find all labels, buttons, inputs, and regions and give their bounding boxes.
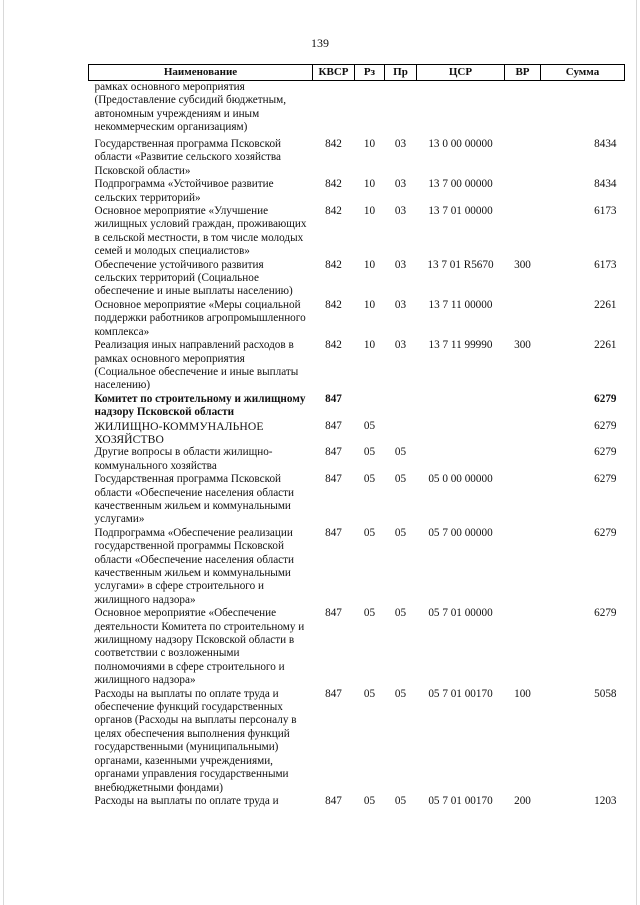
row-sum: 1203 <box>594 794 617 807</box>
row-vr <box>505 420 541 447</box>
row-pr: 03 <box>394 258 407 271</box>
row-sum <box>541 81 625 139</box>
row-kvsr: 847 <box>325 526 342 539</box>
row-name: Основное мероприятие «Меры социальной поддержки работников агропромышленного комплекса» <box>94 298 306 338</box>
row-pr <box>385 393 417 420</box>
row-vr <box>505 178 541 205</box>
table-row <box>89 138 625 178</box>
row-rz <box>355 393 385 420</box>
row-name: Основное мероприятие «Обеспечение деятельности Комитета по строительному и жилищному надзору Псковской области в соответствии с возложенными полномочиями в сфере строительного и жилищного надзора» <box>94 607 305 687</box>
row-vr: 100 <box>514 687 531 700</box>
row-name: ЖИЛИЩНО-КОММУНАЛЬНОЕ ХОЗЯЙСТВО <box>94 419 264 446</box>
row-csr <box>417 81 505 139</box>
row-csr: 13 0 00 00000 <box>428 138 493 150</box>
row-csr <box>417 393 505 420</box>
row-pr: 03 <box>394 298 407 311</box>
table-header-row <box>89 65 625 81</box>
row-sum: 6173 <box>594 205 617 218</box>
row-kvsr: 842 <box>325 205 342 218</box>
right-scan-edge <box>636 0 637 905</box>
row-pr <box>385 81 417 139</box>
row-sum: 5058 <box>594 687 617 700</box>
row-sum: 2261 <box>594 339 617 352</box>
table-row <box>89 607 625 687</box>
row-vr <box>505 393 541 420</box>
row-kvsr: 847 <box>325 419 342 432</box>
table-row <box>89 205 625 259</box>
table-row <box>89 81 625 139</box>
row-csr: 13 7 00 00000 <box>428 178 493 191</box>
row-csr: 13 7 11 00000 <box>428 298 493 311</box>
row-pr: 03 <box>394 178 407 191</box>
table-row <box>89 473 625 527</box>
header-name: Наименование <box>89 65 313 81</box>
header-csr: ЦСР <box>417 65 505 81</box>
row-kvsr: 842 <box>325 178 342 191</box>
row-vr <box>505 446 541 473</box>
row-csr: 13 7 11 99990 <box>428 339 493 352</box>
row-kvsr: 842 <box>325 138 342 150</box>
row-vr <box>505 299 541 339</box>
row-rz: 10 <box>363 178 376 191</box>
row-sum: 6279 <box>594 526 617 539</box>
table-row <box>89 688 625 795</box>
row-vr <box>505 527 541 607</box>
row-pr: 03 <box>394 339 407 352</box>
row-rz: 05 <box>363 607 376 620</box>
row-kvsr: 847 <box>325 794 342 807</box>
row-kvsr: 847 <box>325 392 342 405</box>
row-kvsr: 842 <box>325 258 342 271</box>
header-sum: Сумма <box>541 65 625 81</box>
table-row <box>89 339 625 393</box>
row-name: Расходы на выплаты по оплате труда и <box>94 794 279 807</box>
row-sum: 8434 <box>594 138 617 150</box>
row-kvsr <box>313 81 355 139</box>
row-rz: 05 <box>363 526 376 539</box>
row-vr: 300 <box>514 258 531 271</box>
row-rz: 10 <box>363 205 376 218</box>
row-vr <box>505 607 541 687</box>
table-row <box>89 420 625 447</box>
row-rz: 10 <box>363 258 376 271</box>
row-name: Другие вопросы в области жилищно-коммунального хозяйства <box>94 446 273 472</box>
row-csr: 13 7 01 00000 <box>428 205 493 218</box>
row-rz: 10 <box>363 298 376 311</box>
row-csr: 05 7 00 00000 <box>428 526 493 539</box>
left-scan-edge <box>3 0 4 905</box>
page-number: 139 <box>311 36 329 50</box>
row-rz: 05 <box>363 446 376 459</box>
row-sum: 8434 <box>594 178 617 191</box>
row-name: Государственная программа Псковской области «Обеспечение населения области качественным жильем и коммунальными услугами» <box>94 473 295 526</box>
table-row-committee <box>89 393 625 420</box>
row-name: Подпрограмма «Обеспечение реализации государственной программы Псковской области «Обеспечение населения области качественным жильем и коммунальными услугами» в сфере строительного и жилищного надзора» <box>94 526 295 606</box>
row-name: Основное мероприятие «Улучшение жилищных условий граждан, проживающих в сельской местности, в том числе молодых семей и молодых специалистов» <box>94 205 307 258</box>
row-csr: 13 7 01 R5670 <box>427 258 494 271</box>
row-vr <box>505 205 541 259</box>
row-sum: 6279 <box>594 419 617 432</box>
row-csr <box>417 420 505 447</box>
header-vr: ВР <box>505 65 541 81</box>
row-name: Реализация иных направлений расходов в рамках основного мероприятия (Социальное обеспечение и иные выплаты населению) <box>94 339 299 392</box>
row-vr <box>505 81 541 139</box>
row-sum: 6279 <box>594 607 617 620</box>
row-rz: 05 <box>363 794 376 807</box>
row-name: рамках основного мероприятия (Предоставление субсидий бюджетным, автономным учреждениям и иным некоммерческим организациям) <box>94 81 287 134</box>
row-kvsr: 847 <box>325 473 342 486</box>
row-kvsr: 842 <box>325 298 342 311</box>
row-pr: 05 <box>394 794 407 807</box>
row-rz: 05 <box>363 473 376 486</box>
table-row <box>89 259 625 299</box>
row-kvsr: 847 <box>325 687 342 700</box>
row-csr: 05 7 01 00000 <box>428 607 493 620</box>
row-pr <box>385 420 417 447</box>
row-vr: 300 <box>514 339 531 352</box>
row-kvsr: 842 <box>325 339 342 352</box>
budget-table <box>88 64 625 808</box>
table-row <box>89 446 625 473</box>
table-row <box>89 299 625 339</box>
row-vr <box>505 473 541 527</box>
table-row <box>89 178 625 205</box>
row-kvsr: 847 <box>325 607 342 620</box>
row-csr: 05 0 00 00000 <box>428 473 493 486</box>
header-kvsr: КВСР <box>313 65 355 81</box>
table-row <box>89 795 625 808</box>
row-vr: 200 <box>514 794 531 807</box>
row-pr: 05 <box>394 446 407 459</box>
row-vr <box>505 138 541 178</box>
row-pr: 03 <box>394 205 407 218</box>
row-rz: 10 <box>363 339 376 352</box>
row-pr: 05 <box>394 473 407 486</box>
row-sum: 6279 <box>594 473 617 486</box>
row-csr: 05 7 01 00170 <box>428 794 493 807</box>
row-pr: 03 <box>394 138 407 150</box>
row-sum: 6279 <box>594 446 617 459</box>
row-rz: 10 <box>363 138 376 150</box>
row-rz: 05 <box>363 687 376 700</box>
row-pr: 05 <box>394 607 407 620</box>
row-name: Комитет по строительному и жилищному надзору Псковской области <box>94 392 306 419</box>
row-pr: 05 <box>394 526 407 539</box>
row-name: Расходы на выплаты по оплате труда и обеспечение функций государственных органов (Расходы на выплаты персоналу в целях обеспечения выполнения функций государственными (муниципальными) органами, казенными учреждениями, органами управления государственными внебюджетными фондами) <box>94 687 297 794</box>
row-csr <box>417 446 505 473</box>
row-kvsr: 847 <box>325 446 342 459</box>
header-rz: Рз <box>355 65 385 81</box>
row-name: Подпрограмма «Устойчивое развитие сельских территорий» <box>94 178 274 204</box>
row-sum: 2261 <box>594 298 617 311</box>
row-sum: 6173 <box>594 258 617 271</box>
row-name: Государственная программа Псковской области «Развитие сельского хозяйства Псковской области» <box>94 138 282 177</box>
row-csr: 05 7 01 00170 <box>428 687 493 700</box>
row-sum: 6279 <box>594 392 617 405</box>
row-rz <box>355 81 385 139</box>
table-row <box>89 527 625 607</box>
row-pr: 05 <box>394 687 407 700</box>
row-name: Обеспечение устойчивого развития сельских территорий (Социальное обеспечение и иные выплаты населению) <box>94 258 293 298</box>
header-pr: Пр <box>385 65 417 81</box>
row-rz: 05 <box>363 419 376 432</box>
